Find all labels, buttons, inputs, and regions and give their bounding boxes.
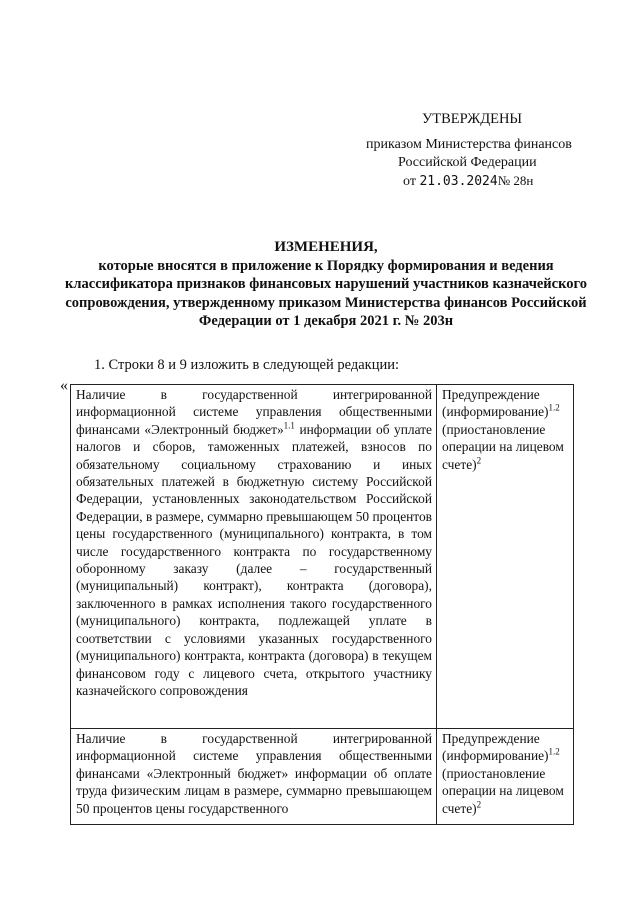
title-line-4: сопровождения, утвержденному приказом Министерства финансов Российской [65,294,587,311]
title-line-5: Федерации от 1 декабря 2021 г. № 203н [198,313,454,330]
approval-date-line [403,172,533,191]
footnote-ref: 1.1 [283,420,295,431]
measure-cell [437,729,574,825]
condition-cell [71,729,437,825]
condition-text-b: информации об уплате налогов и сборов, таможенных платежей, взносов по обязательному социальному страхованию и иных обязательных платежей в бюджетную систему Российской Федерации, установленных законодательством Российской Федерации, в размере, суммарно превышающем 50 процентов цены государственного (муниципального) контракта, в том числе государственного контракта по государственному оборонному заказу (далее – государственный (муниципальный) контракт), контракта (договора), заключенного в рамках исполнения такого государственного (муниципального) контракта, подлежащей уплате в соответствии с условиями указанных государственного (муниципального) контракта, контракта (договора) в текущем финансовом году с лицевого счета, открытого участнику казначейского сопровождения [76,421,432,698]
measure-cell [437,385,574,729]
measure-footnote-a: 1.2 [548,402,560,413]
measure-a: Предупреждение (информирование) [442,731,549,764]
measure-b: (приостановление операции на лицевом счете) [442,765,564,816]
table-row [71,385,574,729]
rows-table [70,384,574,825]
measure-footnote-b: 2 [476,799,482,810]
measure-footnote-b: 2 [476,455,482,466]
opening-quote: « [60,377,68,394]
condition-text-a: Наличие в государственной интегрированной информационной системе управления общественными финансами «Электронный бюджет» [76,387,432,437]
approval-line-1: приказом Министерства финансов [366,137,572,152]
condition-text-a: Наличие в государственной интегрированной информационной системе управления общественными финансами «Электронный бюджет» информации об оплате труда физическим лицам в размере, суммарно превышающем 50 процентов цены государственного [76,731,432,816]
approval-line-2: Российской Федерации [398,155,537,170]
title-line-1: ИЗМЕНЕНИЯ, [274,239,378,255]
approval-number: № 28н [497,173,534,188]
measure-b: (приостановление операции на лицевом счете) [442,421,564,472]
title-line-2: которые вносятся в приложение к Порядку формирования и ведения [98,257,554,274]
document-title [48,238,604,331]
measure-a: Предупреждение (информирование) [442,387,549,420]
measure-footnote-a: 1.2 [548,746,560,757]
item-1-text: 1. Строки 8 и 9 изложить в следующей редакции: [94,357,400,373]
condition-cell [71,385,437,729]
date-prefix: от [403,174,416,189]
table-row [71,729,574,825]
title-line-3: классификатора признаков финансовых нарушений участников казначейского [65,276,587,293]
approval-date: 21.03.2024 [419,174,498,189]
approval-heading: УТВЕРЖДЕНЫ [422,111,523,127]
